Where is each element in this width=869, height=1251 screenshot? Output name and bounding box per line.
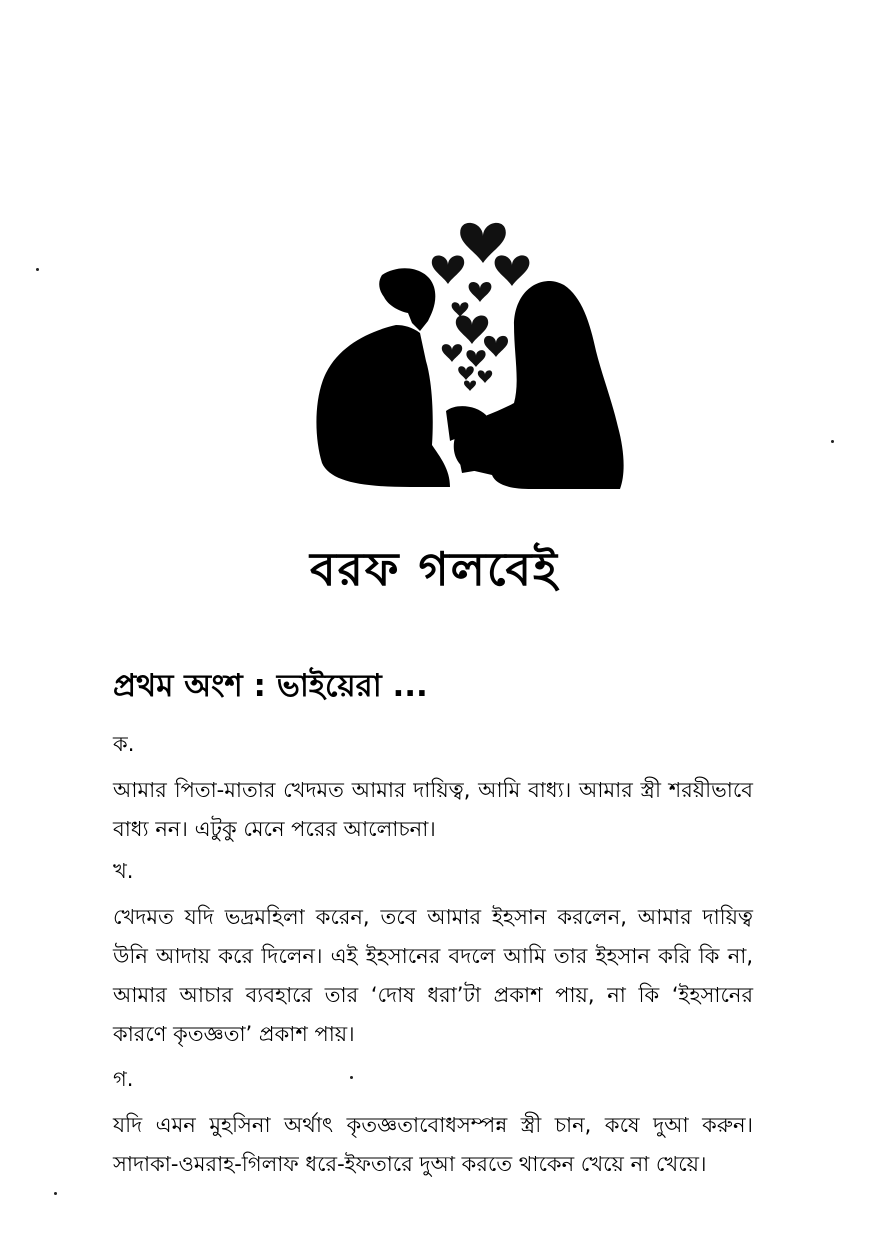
item-label-ga: গ. <box>113 1067 134 1091</box>
paragraph-ka: আমার পিতা-মাতার খেদমত আমার দায়িত্ব, আমি বাধ্য। আমার স্ত্রী শরয়ীভাবে বাধ্য নন। এটুকু মেনে পরের আলোচনা। <box>113 778 753 841</box>
chapter-title: বরফ গলবেই <box>310 542 559 596</box>
scan-speck <box>36 268 39 271</box>
scan-speck <box>831 440 834 443</box>
couple-hearts-illustration <box>300 205 640 505</box>
scan-speck <box>54 1192 57 1195</box>
paragraph-kha: খেদমত যদি ভদ্রমহিলা করেন, তবে আমার ইহসান করলেন, আমার দায়িত্ব উনি আদায় করে দিলেন। এই ইহসানের বদলে আমি তার ইহসান করি কি না, আমার আচার ব্যবহারে তার ‘দোষ ধরা’টা প্রকাশ পায়, না কি ‘ইহসানের কারণে কৃতজ্ঞতা’ প্রকাশ পায়। <box>113 905 753 1046</box>
section-heading: প্রথম অংশ : ভাইয়েরা ... <box>113 668 428 704</box>
item-label-ka: ক. <box>113 732 135 756</box>
item-label-kha: খ. <box>113 859 134 883</box>
scan-speck <box>350 1076 353 1079</box>
paragraph-ga: যদি এমন মুহসিনা অর্থাৎ কৃতজ্ঞতাবোধসম্পন্ন স্ত্রী চান, কষে দুআ করুন। সাদাকা-ওমরাহ-গিলাফ ধরে-ইফতারে দুআ করতে থাকেন খেয়ে না খেয়ে। <box>113 1113 753 1176</box>
